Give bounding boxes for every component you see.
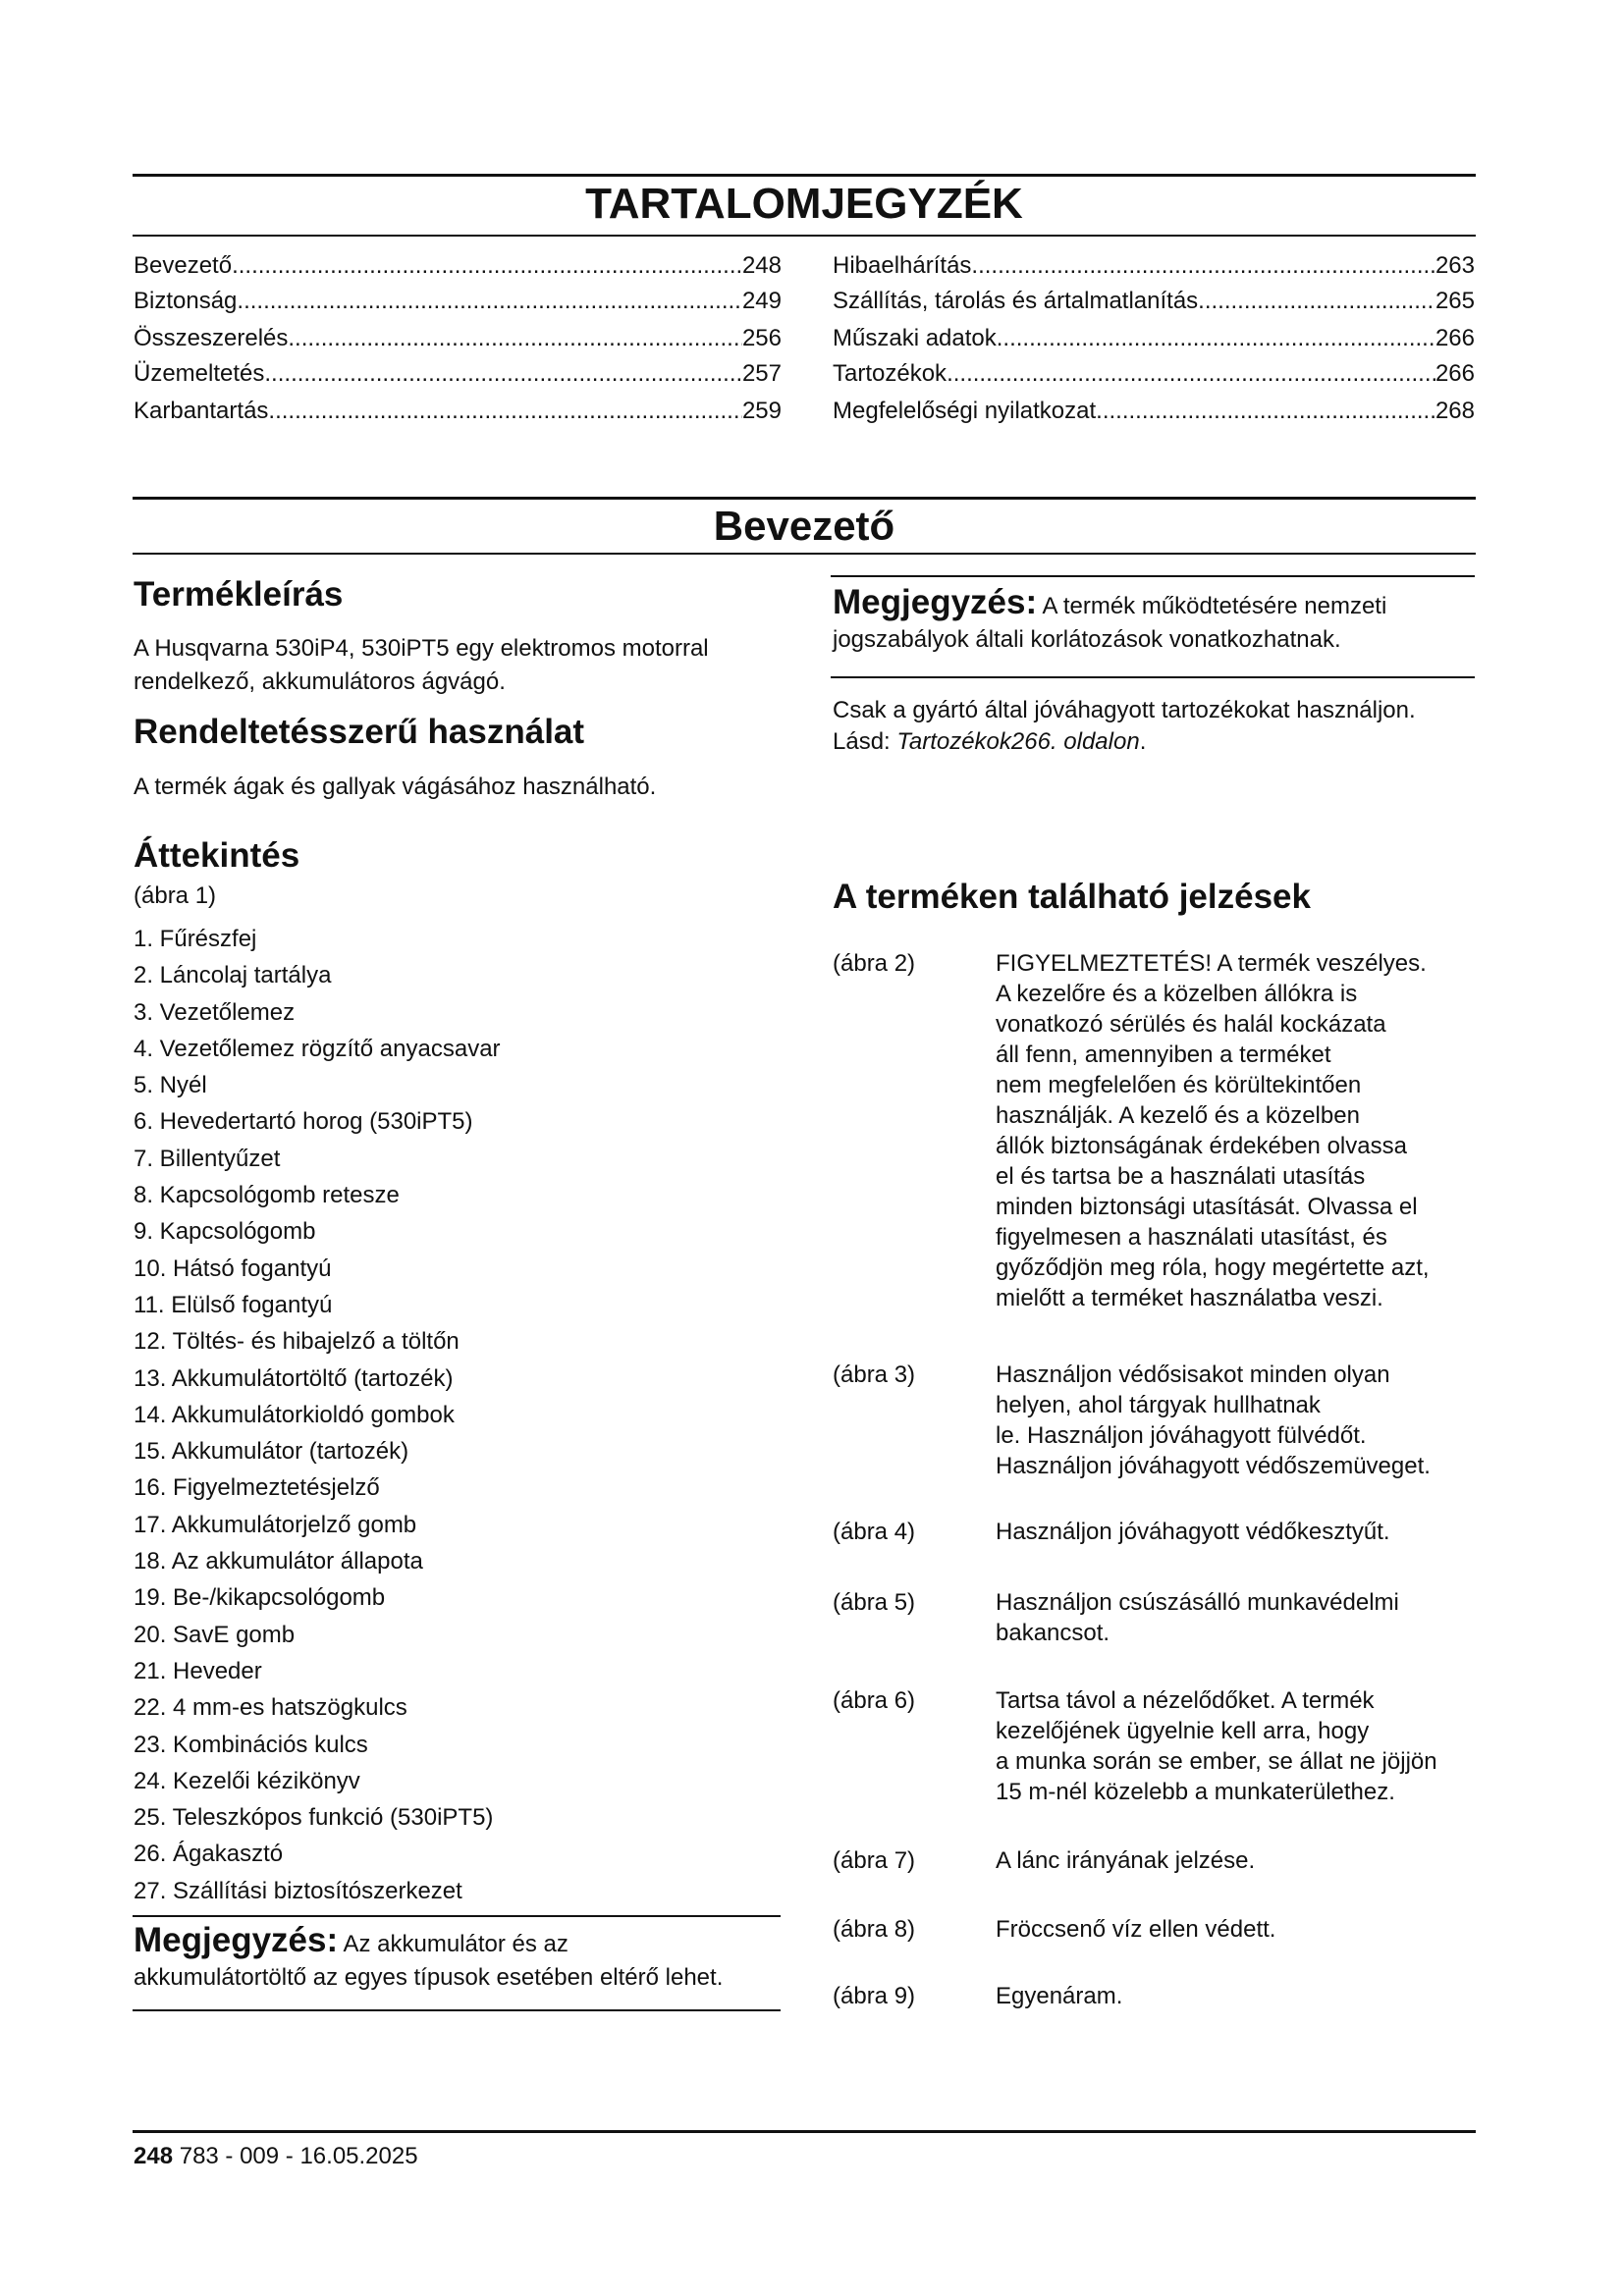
note-right (833, 583, 1387, 657)
note-left (134, 1921, 724, 1995)
toc-entry[interactable] (134, 325, 782, 358)
symbol-figure-ref: (ábra 7) (833, 1847, 916, 1874)
symbol-description-line: figyelmesen a használati utasítást, és (996, 1224, 1387, 1251)
note-left-label: Megjegyzés: (134, 1921, 339, 1959)
symbol-figure-ref: (ábra 4) (833, 1519, 916, 1545)
toc-entry[interactable] (833, 360, 1475, 394)
toc-entry-page: 266 (1435, 359, 1475, 387)
symbol-description-line: A lánc irányának jelzése. (996, 1847, 1256, 1874)
overview-list-item: 3. Vezetőlemez (134, 998, 296, 1026)
product-description-line1: A Husqvarna 530iP4, 530iPT5 egy elektromos motorral (134, 635, 709, 662)
overview-list-item: 17. Akkumulátorjelző gomb (134, 1511, 417, 1538)
overview-list-item: 9. Kapcsológomb (134, 1218, 316, 1246)
symbol-description-line: mielőtt a terméket használatba veszi. (996, 1285, 1383, 1311)
symbol-description-line: Használjon védősisakot minden olyan (996, 1362, 1390, 1388)
symbol-description-line: A kezelőre és a közelben állókra is (996, 981, 1358, 1007)
overview-list-item: 16. Figyelmeztetésjelző (134, 1474, 380, 1502)
toc-entry-page: 265 (1435, 287, 1475, 314)
symbol-description (996, 1517, 1487, 1547)
symbol-figure-ref: (ábra 3) (833, 1362, 916, 1388)
toc-entry-page: 249 (741, 287, 782, 314)
overview-list-item: 1. Fűrészfej (134, 926, 257, 952)
symbol-description-line: le. Használjon jóváhagyott fülvédőt. (996, 1422, 1367, 1449)
toc-entry-page: 268 (1435, 398, 1475, 424)
toc-leader-dots (232, 252, 742, 280)
toc-leader-dots (264, 360, 742, 388)
overview-list-item: 10. Hátsó fogantyú (134, 1255, 332, 1282)
symbol-description (996, 1360, 1487, 1481)
toc-leader-dots (997, 325, 1435, 352)
symbol-description-line: 15 m-nél közelebb a munkaterülethez. (996, 1779, 1395, 1805)
overview-list-item: 22. 4 mm-es hatszögkulcs (134, 1694, 407, 1722)
toc-entry-label: Összeszerelés (134, 325, 289, 351)
symbol-description (996, 1981, 1487, 2011)
toc-entry-label: Megfelelőségi nyilatkozat (833, 398, 1097, 424)
accessories-link[interactable]: Tartozékok266. oldalon (896, 728, 1140, 755)
toc-leader-dots (1198, 288, 1435, 315)
overview-list-item: 8. Kapcsológomb retesze (134, 1182, 400, 1209)
overview-list-item: 4. Vezetőlemez rögzítő anyacsavar (134, 1035, 501, 1062)
toc-entry[interactable] (833, 288, 1475, 321)
toc-entry[interactable] (134, 398, 782, 431)
symbol-description-line: Tartsa távol a nézelődőket. A termék (996, 1687, 1375, 1714)
overview-list-item: 21. Heveder (134, 1657, 262, 1684)
toc-entry-label: Tartozékok (833, 359, 947, 387)
symbol-description-line: nem megfelelően és körültekintően (996, 1072, 1362, 1098)
toc-leader-dots (268, 398, 742, 425)
overview-parts-list (134, 921, 501, 1909)
overview-list-item: 6. Hevedertartó horog (530iPT5) (134, 1108, 473, 1136)
toc-entry-page: 266 (1435, 325, 1475, 351)
overview-list-item: 24. Kezelői kézikönyv (134, 1767, 360, 1794)
note-left-bottom-rule (133, 2009, 781, 2011)
section-bottom-rule (133, 553, 1476, 555)
symbol-description-line: helyen, ahol tárgyak hullhatnak (996, 1392, 1321, 1418)
toc-leader-dots (288, 325, 742, 352)
toc-entry-page: 248 (741, 252, 782, 279)
note-right-line2: jogszabályok általi korlátozások vonatkozhatnak. (833, 626, 1341, 653)
accessories-line1: Csak a gyártó által jóváhagyott tartozékokat használjon. (833, 697, 1416, 723)
overview-list-item: 27. Szállítási biztosítószerkezet (134, 1877, 462, 1904)
toc-leader-dots (971, 252, 1435, 280)
overview-list-item: 7. Billentyűzet (134, 1145, 281, 1172)
symbol-description-line: el és tartsa be a használati utasítás (996, 1163, 1366, 1190)
symbol-description-line: vonatkozó sérülés és halál kockázata (996, 1011, 1386, 1038)
symbol-description-line: Egyenáram. (996, 1983, 1123, 2009)
note-left-top-rule (133, 1915, 781, 1917)
symbols-heading: A terméken található jelzések (833, 878, 1311, 916)
symbol-description-line: Fröccsenő víz ellen védett. (996, 1916, 1276, 1943)
product-heading: Termékleírás (134, 575, 344, 614)
toc-entry-page: 257 (741, 359, 782, 387)
toc-entry-label: Szállítás, tárolás és ártalmatlanítás (833, 287, 1199, 314)
note-right-bottom-rule (831, 676, 1475, 678)
footer-doc-code: 783 - 009 - 16.05.2025 (173, 2143, 418, 2169)
overview-list-item: 26. Ágakasztó (134, 1841, 284, 1868)
symbol-description-line: Használjon csúszásálló munkavédelmi (996, 1589, 1399, 1616)
footer (134, 2143, 418, 2170)
note-left-line2: akkumulátortöltő az egyes típusok esetében eltérő lehet. (134, 1964, 724, 1991)
toc-entry-label: Biztonság (134, 287, 238, 314)
accessories-line2 (833, 725, 1146, 759)
accessories-suffix: . (1139, 728, 1147, 755)
overview-list-item: 14. Akkumulátorkioldó gombok (134, 1401, 455, 1428)
symbol-description-line: a munka során se ember, se állat ne jöjjön (996, 1748, 1437, 1775)
symbol-description (996, 1587, 1487, 1648)
toc-entry-label: Bevezető (134, 252, 233, 279)
symbol-description (996, 1845, 1487, 1876)
overview-figure-ref: (ábra 1) (134, 882, 217, 909)
symbol-figure-ref: (ábra 5) (833, 1589, 916, 1616)
symbol-description (996, 948, 1487, 1313)
toc-entry[interactable] (134, 288, 782, 321)
overview-list-item: 15. Akkumulátor (tartozék) (134, 1438, 409, 1466)
overview-heading: Áttekintés (134, 836, 300, 875)
overview-list-item: 13. Akkumulátortöltő (tartozék) (134, 1364, 454, 1392)
overview-list-item: 2. Láncolaj tartálya (134, 962, 332, 989)
footer-page-number: 248 (134, 2143, 174, 2169)
symbol-figure-ref: (ábra 9) (833, 1983, 916, 2009)
toc-leader-dots (947, 360, 1435, 388)
toc-entry-label: Üzemeltetés (134, 359, 265, 387)
toc-entry-page: 259 (741, 398, 782, 424)
overview-list-item: 11. Elülső fogantyú (134, 1291, 333, 1318)
section-top-rule (133, 497, 1476, 500)
toc-leader-dots (1096, 398, 1435, 425)
toc-entry-page: 263 (1435, 252, 1475, 279)
symbol-description-line: Használjon jóváhagyott védőszemüveget. (996, 1453, 1431, 1479)
toc-leader-dots (237, 288, 742, 315)
overview-list-item: 23. Kombinációs kulcs (134, 1731, 368, 1758)
product-description-line2: rendelkező, akkumulátoros ágvágó. (134, 668, 506, 695)
usage-heading: Rendeltetésszerű használat (134, 713, 585, 751)
toc-entry[interactable] (134, 360, 782, 394)
symbol-description (996, 1914, 1487, 1945)
toc-entry-page: 256 (741, 325, 782, 351)
note-right-label: Megjegyzés: (833, 583, 1038, 621)
symbol-description (996, 1685, 1487, 1807)
footer-rule (133, 2130, 1476, 2133)
overview-list-item: 20. SavE gomb (134, 1621, 296, 1648)
symbol-description-line: áll fenn, amennyiben a terméket (996, 1041, 1331, 1068)
overview-list-item: 19. Be-/kikapcsológomb (134, 1584, 386, 1612)
symbol-figure-ref: (ábra 2) (833, 950, 916, 977)
symbol-description-line: FIGYELMEZTETÉS! A termék veszélyes. (996, 950, 1427, 977)
toc-bottom-rule (133, 235, 1476, 237)
symbol-description-line: Használjon jóváhagyott védőkesztyűt. (996, 1519, 1390, 1545)
section-title: Bevezető (713, 503, 895, 549)
accessories-prefix: Lásd: (833, 728, 897, 755)
toc-entry[interactable] (134, 252, 782, 286)
toc-entry-label: Karbantartás (134, 398, 269, 424)
overview-list-item: 25. Teleszkópos funkció (530iPT5) (134, 1804, 494, 1832)
toc-entry-label: Műszaki adatok (833, 325, 997, 351)
toc-title: TARTALOMJEGYZÉK (585, 180, 1023, 228)
toc-entry[interactable] (833, 398, 1475, 431)
note-right-line1: A termék működtetésére nemzeti (1037, 593, 1387, 619)
symbol-description-line: minden biztonsági utasítását. Olvassa el (996, 1194, 1418, 1220)
overview-list-item: 18. Az akkumulátor állapota (134, 1548, 423, 1575)
toc-entry[interactable] (833, 252, 1475, 286)
symbol-description-line: használják. A kezelő és a közelben (996, 1102, 1360, 1129)
usage-text: A termék ágak és gallyak vágásához használható. (134, 774, 657, 800)
symbol-description-line: kezelőjének ügyelnie kell arra, hogy (996, 1718, 1370, 1744)
overview-list-item: 5. Nyél (134, 1072, 207, 1099)
symbol-description-line: állók biztonságának érdekében olvassa (996, 1133, 1407, 1159)
note-left-line1: Az akkumulátor és az (338, 1931, 568, 1957)
symbol-description-line: győződjön meg róla, hogy megértette azt, (996, 1255, 1430, 1281)
toc-entry[interactable] (833, 325, 1475, 358)
note-right-top-rule (831, 575, 1475, 577)
toc-entry-label: Hibaelhárítás (833, 252, 972, 279)
symbol-figure-ref: (ábra 8) (833, 1916, 916, 1943)
toc-top-rule (133, 174, 1476, 177)
overview-list-item: 12. Töltés- és hibajelző a töltőn (134, 1328, 460, 1356)
symbol-figure-ref: (ábra 6) (833, 1687, 916, 1714)
symbol-description-line: bakancsot. (996, 1620, 1110, 1646)
